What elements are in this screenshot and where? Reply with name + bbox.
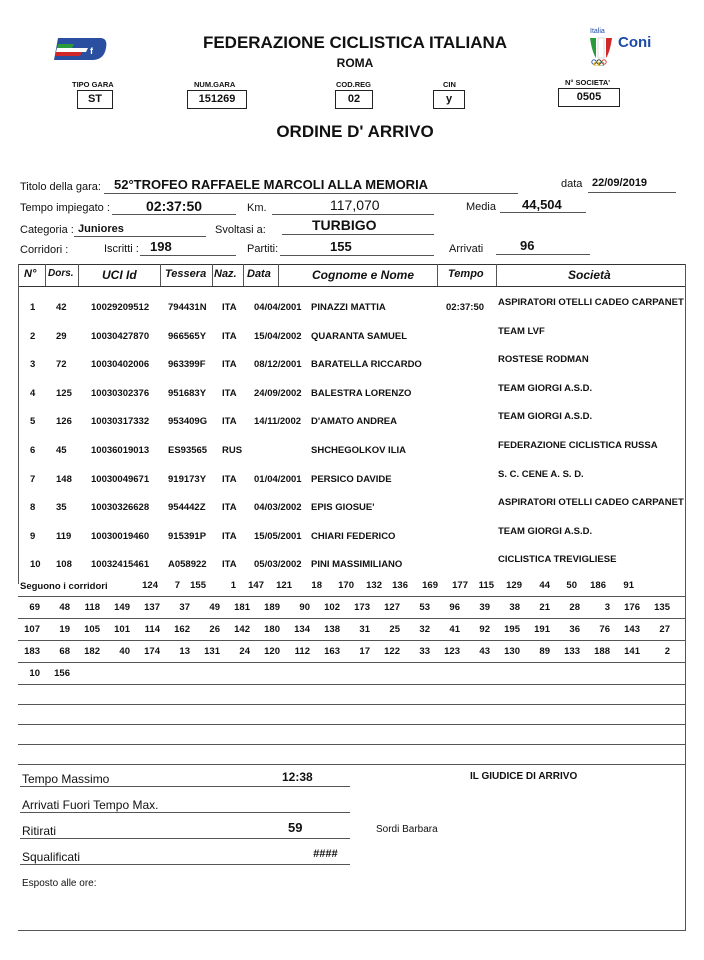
follower-bib: 69 bbox=[29, 602, 40, 613]
rule-6 bbox=[18, 704, 686, 705]
follower-bib: 142 bbox=[234, 624, 250, 635]
cell-name: D'AMATO ANDREA bbox=[311, 416, 397, 428]
cell-team: ROSTESE RODMAN bbox=[498, 354, 589, 366]
rule-7 bbox=[18, 724, 686, 725]
follower-bib: 163 bbox=[324, 646, 340, 657]
follower-bib: 3 bbox=[604, 602, 610, 613]
cell-position: 4 bbox=[30, 387, 36, 399]
follower-bib: 36 bbox=[569, 624, 580, 635]
follower-bib: 96 bbox=[449, 602, 460, 613]
follower-bib: 17 bbox=[359, 646, 370, 657]
value-cin: y bbox=[433, 90, 465, 109]
table-top-border bbox=[18, 264, 686, 265]
follower-bib: 183 bbox=[24, 646, 40, 657]
cell-nation: ITA bbox=[222, 559, 237, 571]
media-underline bbox=[500, 212, 586, 213]
cell-birthdate: 05/03/2002 bbox=[254, 559, 302, 571]
cell-team: TEAM GIORGI A.S.D. bbox=[498, 382, 593, 394]
cell-position: 8 bbox=[30, 502, 36, 514]
race-starters: 155 bbox=[330, 239, 352, 254]
follower-bib: 28 bbox=[569, 602, 580, 613]
cell-bib: 126 bbox=[56, 416, 72, 428]
cell-bib: 29 bbox=[56, 330, 67, 342]
cell-position: 6 bbox=[30, 445, 36, 456]
follower-bib: 90 bbox=[299, 602, 310, 613]
label-num-societa: N° SOCIETA' bbox=[565, 78, 611, 87]
starters-underline bbox=[280, 255, 434, 256]
follower-bib: 37 bbox=[179, 602, 190, 613]
follower-bib: 32 bbox=[419, 624, 430, 635]
follower-bib: 155 bbox=[190, 580, 206, 591]
label-cod-reg: COD.REG bbox=[336, 80, 372, 89]
col-header-time: Tempo bbox=[448, 268, 484, 280]
follower-bib: 135 bbox=[654, 602, 670, 613]
follower-bib: 134 bbox=[294, 624, 310, 635]
rule-3 bbox=[18, 640, 686, 641]
date-label: data bbox=[561, 178, 583, 190]
value-num-gara: 151269 bbox=[187, 90, 247, 109]
cell-bib: 125 bbox=[56, 387, 72, 399]
cell-position: 7 bbox=[30, 473, 36, 485]
followers-label: Seguono i corridori bbox=[20, 581, 108, 592]
cell-team: FEDERAZIONE CICLISTICA RUSSA bbox=[498, 440, 658, 451]
cell-team: TEAM GIORGI A.S.D. bbox=[498, 411, 593, 423]
cell-position: 1 bbox=[30, 302, 36, 313]
follower-bib: 31 bbox=[359, 624, 370, 635]
follower-bib: 169 bbox=[422, 580, 438, 591]
race-time: 02:37:50 bbox=[146, 198, 203, 214]
follower-bib: 114 bbox=[144, 624, 160, 635]
follower-bib: 186 bbox=[590, 580, 606, 591]
cell-license: 963399F bbox=[168, 359, 206, 371]
follower-bib: 122 bbox=[384, 646, 400, 657]
follower-bib: 40 bbox=[119, 646, 130, 657]
category-label: Categoria : bbox=[20, 224, 74, 236]
follower-bib: 191 bbox=[534, 624, 550, 635]
rule-4 bbox=[18, 662, 686, 663]
finishers-underline bbox=[496, 254, 590, 255]
location-label: Svoltasi a: bbox=[215, 224, 266, 236]
col-header-dors: Dors. bbox=[48, 268, 74, 279]
cell-uci-id: 10030019460 bbox=[91, 530, 150, 542]
cell-bib: 42 bbox=[56, 302, 67, 313]
col-header-data: Data bbox=[247, 268, 271, 280]
follower-bib: 43 bbox=[479, 646, 490, 657]
follower-bib: 120 bbox=[264, 646, 280, 657]
entries-label: Iscritti : bbox=[104, 243, 139, 255]
cell-bib: 119 bbox=[56, 530, 72, 542]
max-time-underline bbox=[20, 786, 350, 787]
date-underline bbox=[588, 192, 676, 193]
cell-name: PINAZZI MATTIA bbox=[311, 302, 386, 313]
follower-bib: 101 bbox=[114, 624, 130, 635]
follower-bib: 49 bbox=[209, 602, 220, 613]
follower-bib: 91 bbox=[623, 580, 634, 591]
race-title: 52°TROFEO RAFFAELE MARCOLI ALLA MEMORIA bbox=[114, 177, 429, 192]
follower-bib: 127 bbox=[384, 602, 400, 613]
judge-name: Sordi Barbara bbox=[376, 824, 438, 835]
max-time-label: Tempo Massimo bbox=[22, 772, 110, 786]
cell-birthdate: 04/04/2001 bbox=[254, 302, 302, 313]
follower-bib: 189 bbox=[264, 602, 280, 613]
cell-birthdate: 08/12/2001 bbox=[254, 359, 302, 371]
cell-uci-id: 10030402006 bbox=[91, 359, 150, 371]
cell-uci-id: 10030427870 bbox=[91, 330, 150, 342]
label-tipo-gara: TIPO GARA bbox=[72, 80, 114, 89]
federation-title: FEDERAZIONE CICLISTICA ITALIANA bbox=[202, 33, 508, 52]
rule-5 bbox=[18, 684, 686, 685]
follower-bib: 44 bbox=[539, 580, 550, 591]
location-underline bbox=[282, 234, 434, 235]
cell-team: ASPIRATORI OTELLI CADEO CARPANET bbox=[498, 497, 684, 509]
cell-license: 953409G bbox=[168, 416, 208, 428]
follower-bib: 19 bbox=[59, 624, 70, 635]
cell-position: 10 bbox=[30, 559, 41, 571]
follower-bib: 173 bbox=[354, 602, 370, 613]
race-date: 22/09/2019 bbox=[592, 177, 648, 189]
cell-uci-id: 10030049671 bbox=[91, 473, 150, 485]
follower-bib: 162 bbox=[174, 624, 190, 635]
media-label: Media bbox=[466, 201, 496, 213]
cell-license: 919173Y bbox=[168, 473, 207, 485]
out-of-time-underline bbox=[20, 812, 350, 813]
follower-bib: 105 bbox=[84, 624, 100, 635]
table-col-sep-8 bbox=[496, 264, 497, 286]
cell-bib: 35 bbox=[56, 502, 67, 514]
cell-position: 3 bbox=[30, 359, 36, 371]
col-header-n: N° bbox=[24, 268, 37, 280]
follower-bib: 76 bbox=[599, 624, 610, 635]
cell-uci-id: 10030326628 bbox=[91, 502, 150, 514]
cell-nation: ITA bbox=[222, 473, 237, 485]
cell-nation: ITA bbox=[222, 416, 237, 428]
cell-position: 2 bbox=[30, 330, 36, 342]
cell-name: EPIS GIOSUE' bbox=[311, 502, 375, 514]
cell-position: 9 bbox=[30, 530, 36, 542]
race-finishers: 96 bbox=[520, 238, 535, 253]
cell-license: 951683Y bbox=[168, 387, 207, 399]
label-cin: CIN bbox=[443, 80, 456, 89]
follower-bib: 68 bbox=[59, 646, 70, 657]
cell-name: BALESTRA LORENZO bbox=[311, 387, 412, 399]
entries-underline bbox=[140, 255, 236, 256]
follower-bib: 27 bbox=[659, 624, 670, 635]
follower-bib: 26 bbox=[209, 624, 220, 635]
follower-bib: 176 bbox=[624, 602, 640, 613]
cell-name: CHIARI FEDERICO bbox=[311, 530, 396, 542]
follower-bib: 149 bbox=[114, 602, 130, 613]
cell-position: 5 bbox=[30, 416, 36, 428]
cell-license: 794431N bbox=[168, 302, 207, 313]
follower-bib: 121 bbox=[276, 580, 292, 591]
value-tipo-gara: ST bbox=[77, 90, 113, 109]
cell-time: 02:37:50 bbox=[446, 302, 485, 313]
retired-underline bbox=[20, 838, 350, 839]
follower-bib: 138 bbox=[324, 624, 340, 635]
cell-bib: 108 bbox=[56, 559, 72, 571]
follower-bib: 18 bbox=[311, 580, 322, 591]
cell-nation: ITA bbox=[222, 359, 237, 371]
col-header-name: Cognome e Nome bbox=[312, 268, 415, 282]
city: ROMA bbox=[336, 56, 374, 70]
disqualified-label: Squalificati bbox=[22, 850, 81, 864]
cell-nation: ITA bbox=[222, 387, 237, 399]
table-col-sep-1 bbox=[45, 264, 46, 286]
follower-bib: 141 bbox=[624, 646, 640, 657]
col-header-tessera: Tessera bbox=[165, 268, 207, 280]
race-location: TURBIGO bbox=[312, 217, 377, 233]
cell-name: BARATELLA RICCARDO bbox=[311, 359, 422, 371]
col-header-naz: Naz. bbox=[214, 268, 237, 280]
col-header-uci: UCI Id bbox=[102, 268, 137, 282]
page-bottom-border bbox=[18, 930, 686, 931]
cell-birthdate: 15/04/2002 bbox=[254, 330, 302, 342]
follower-bib: 10 bbox=[29, 668, 40, 679]
follower-bib: 107 bbox=[24, 624, 40, 635]
follower-bib: 48 bbox=[59, 602, 70, 613]
cell-name: SHCHEGOLKOV ILIA bbox=[311, 445, 407, 456]
follower-bib: 132 bbox=[366, 580, 382, 591]
cell-team: TEAM GIORGI A.S.D. bbox=[498, 525, 593, 537]
km-label: Km. bbox=[247, 202, 267, 214]
follower-bib: 170 bbox=[338, 580, 354, 591]
follower-bib: 33 bbox=[419, 646, 430, 657]
cell-team: TEAM LVF bbox=[498, 325, 545, 337]
finishers-label: Arrivati bbox=[449, 243, 484, 255]
follower-bib: 180 bbox=[264, 624, 280, 635]
document-title: ORDINE D' ARRIVO bbox=[276, 122, 434, 141]
follower-bib: 124 bbox=[142, 580, 158, 591]
fci-logo bbox=[52, 34, 108, 64]
coni-flag-icon bbox=[588, 36, 616, 66]
follower-bib: 177 bbox=[452, 580, 468, 591]
coni-logo bbox=[586, 28, 666, 68]
follower-bib: 102 bbox=[324, 602, 340, 613]
coni-text: Coni bbox=[618, 34, 652, 51]
table-col-sep-4 bbox=[212, 264, 213, 286]
follower-bib: 136 bbox=[392, 580, 408, 591]
follower-bib: 118 bbox=[84, 602, 100, 613]
follower-bib: 112 bbox=[294, 646, 310, 657]
cell-license: A058922 bbox=[168, 559, 207, 571]
cell-name: PINI MASSIMILIANO bbox=[311, 559, 403, 571]
rule-9 bbox=[18, 764, 686, 765]
race-entries: 198 bbox=[150, 239, 172, 254]
cell-nation: ITA bbox=[222, 502, 237, 514]
follower-bib: 7 bbox=[174, 580, 180, 591]
value-cod-reg: 02 bbox=[335, 90, 373, 109]
cell-license: 954442Z bbox=[168, 502, 206, 514]
follower-bib: 41 bbox=[449, 624, 460, 635]
follower-bib: 92 bbox=[479, 624, 490, 635]
svg-text:f: f bbox=[90, 46, 93, 56]
race-media: 44,504 bbox=[522, 197, 562, 212]
follower-bib: 143 bbox=[624, 624, 640, 635]
follower-bib: 39 bbox=[479, 602, 490, 613]
table-col-sep-7 bbox=[437, 264, 438, 286]
follower-bib: 123 bbox=[444, 646, 460, 657]
disqualified-underline bbox=[20, 864, 350, 865]
label-num-gara: NUM.GARA bbox=[194, 80, 236, 89]
cell-nation: RUS bbox=[222, 445, 243, 456]
cell-name: PERSICO DAVIDE bbox=[311, 473, 392, 485]
cell-uci-id: 10030302376 bbox=[91, 387, 150, 399]
cell-nation: ITA bbox=[222, 530, 237, 542]
coni-small-text: Italia bbox=[590, 28, 605, 35]
cell-team: ASPIRATORI OTELLI CADEO CARPANET bbox=[498, 297, 684, 308]
retired-value: 59 bbox=[288, 820, 303, 835]
follower-bib: 156 bbox=[54, 668, 70, 679]
cell-birthdate: 14/11/2002 bbox=[254, 416, 302, 428]
race-km: 117,070 bbox=[330, 197, 380, 213]
race-category: Juniores bbox=[78, 223, 124, 235]
starters-label: Partiti: bbox=[247, 243, 279, 255]
follower-bib: 53 bbox=[419, 602, 430, 613]
table-col-sep-3 bbox=[160, 264, 161, 286]
race-title-underline bbox=[104, 193, 518, 194]
follower-bib: 131 bbox=[204, 646, 220, 657]
rule-2 bbox=[18, 618, 686, 619]
table-right-border bbox=[685, 264, 686, 930]
rule-1 bbox=[18, 596, 686, 597]
cell-birthdate: 04/03/2002 bbox=[254, 502, 302, 514]
table-col-sep-5 bbox=[243, 264, 244, 286]
out-of-time-label: Arrivati Fuori Tempo Max. bbox=[22, 798, 159, 812]
cell-team: CICLISTICA TREVIGLIESE bbox=[498, 554, 617, 566]
cell-team: S. C. CENE A. S. D. bbox=[498, 468, 584, 480]
value-num-societa: 0505 bbox=[558, 88, 620, 107]
cell-birthdate: 15/05/2001 bbox=[254, 530, 302, 542]
cell-uci-id: 10030317332 bbox=[91, 416, 150, 428]
follower-bib: 24 bbox=[239, 646, 250, 657]
category-underline bbox=[74, 236, 206, 237]
follower-bib: 50 bbox=[566, 580, 577, 591]
follower-bib: 181 bbox=[234, 602, 250, 613]
posted-label: Esposto alle ore: bbox=[22, 878, 97, 889]
cell-uci-id: 10036019013 bbox=[91, 445, 150, 456]
follower-bib: 174 bbox=[144, 646, 160, 657]
cell-license: 915391P bbox=[168, 530, 207, 542]
km-underline bbox=[272, 214, 434, 215]
follower-bib: 89 bbox=[539, 646, 550, 657]
table-left-border bbox=[18, 264, 19, 584]
follower-bib: 38 bbox=[509, 602, 520, 613]
table-col-sep-2 bbox=[78, 264, 79, 286]
disqualified-value: #### bbox=[313, 848, 338, 860]
follower-bib: 195 bbox=[504, 624, 520, 635]
cell-bib: 45 bbox=[56, 445, 67, 456]
col-header-societa: Società bbox=[568, 268, 611, 282]
table-header-border bbox=[18, 286, 686, 287]
follower-bib: 147 bbox=[248, 580, 264, 591]
time-label: Tempo impiegato : bbox=[20, 202, 110, 214]
cell-license: ES93565 bbox=[168, 445, 208, 456]
follower-bib: 129 bbox=[506, 580, 522, 591]
riders-label: Corridori : bbox=[20, 244, 69, 256]
follower-bib: 137 bbox=[144, 602, 160, 613]
race-title-label: Titolo della gara: bbox=[20, 181, 101, 193]
cell-uci-id: 10032415461 bbox=[91, 559, 150, 571]
max-time-value: 12:38 bbox=[282, 770, 313, 784]
follower-bib: 130 bbox=[504, 646, 520, 657]
follower-bib: 1 bbox=[230, 580, 236, 591]
retired-label: Ritirati bbox=[22, 824, 57, 838]
follower-bib: 21 bbox=[539, 602, 550, 613]
cell-nation: ITA bbox=[222, 302, 237, 313]
follower-bib: 188 bbox=[594, 646, 610, 657]
cell-bib: 72 bbox=[56, 359, 67, 371]
follower-bib: 2 bbox=[664, 646, 670, 657]
cell-bib: 148 bbox=[56, 473, 72, 485]
judge-label: IL GIUDICE DI ARRIVO bbox=[470, 771, 578, 782]
follower-bib: 13 bbox=[179, 646, 190, 657]
follower-bib: 133 bbox=[564, 646, 580, 657]
cell-birthdate: 01/04/2001 bbox=[254, 473, 302, 485]
cell-name: QUARANTA SAMUEL bbox=[311, 330, 408, 342]
time-underline bbox=[112, 214, 236, 215]
table-col-sep-6 bbox=[278, 264, 279, 286]
cell-nation: ITA bbox=[222, 330, 237, 342]
follower-bib: 25 bbox=[389, 624, 400, 635]
follower-bib: 115 bbox=[478, 580, 494, 591]
cell-license: 966565Y bbox=[168, 330, 207, 342]
cell-birthdate: 24/09/2002 bbox=[254, 387, 302, 399]
follower-bib: 182 bbox=[84, 646, 100, 657]
rule-8 bbox=[18, 744, 686, 745]
cell-uci-id: 10029209512 bbox=[91, 302, 150, 313]
